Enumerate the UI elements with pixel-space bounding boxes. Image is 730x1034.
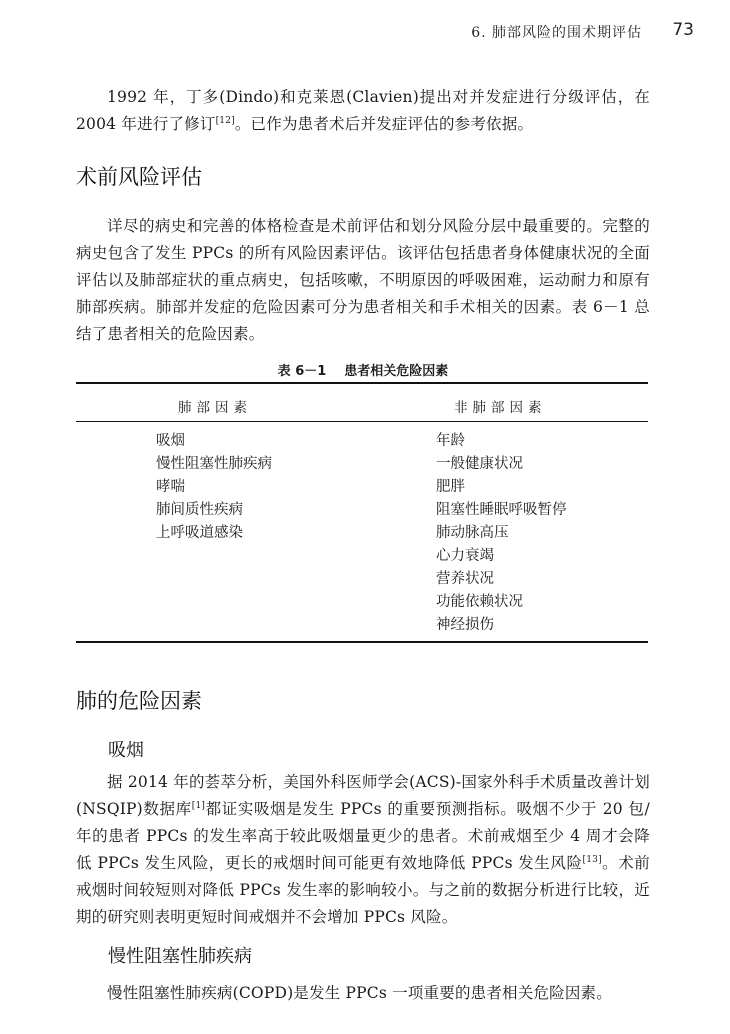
citation-ref[interactable]: [12]: [215, 115, 235, 126]
smoking-text-middle: 都证实吸烟是发生 PPCs 的重要预测指标。吸烟不少于 20 包/年的患者 PPCs 的发生率高于较此吸烟量更少的患者。术前戒烟至少 4 周才会降低 PPCs 发生风险，更长的戒烟时间可能更有效地降低 PPCs 发生风险: [76, 800, 650, 872]
pulmonary-factor-list: [156, 430, 272, 545]
list-item: 肺动脉高压: [436, 525, 509, 541]
list-item: 肥胖: [436, 479, 465, 495]
list-item: 年龄: [436, 433, 465, 449]
list-item: 心力衰竭: [436, 548, 494, 564]
list-item: 功能依赖状况: [436, 594, 523, 610]
smoking-paragraph: [76, 769, 650, 931]
list-item: 吸烟: [156, 433, 185, 449]
intro-text-end: 。已作为患者术后并发症评估的参考依据。: [234, 115, 534, 133]
copd-paragraph: 慢性阻塞性肺疾病(COPD)是发生 PPCs 一项重要的患者相关危险因素。: [107, 984, 612, 1002]
preop-paragraph: 详尽的病史和完善的体格检查是术前评估和划分风险分层中最重要的。完整的病史包含了发生 PPCs 的所有风险因素评估。该评估包括患者身体健康状况的全面评估以及肺部症状的重点病史，包括咳嗽，不明原因的呼吸困难，运动耐力和原有肺部疾病。肺部并发症的危险因素可分为患者相关和手术相关的因素。表 6－1 总结了患者相关的危险因素。: [76, 217, 650, 343]
list-item: 上呼吸道感染: [156, 525, 243, 541]
table-bottom-rule: [76, 641, 648, 643]
non-pulmonary-factor-list: [436, 430, 567, 637]
running-title: 6. 肺部风险的围术期评估: [471, 25, 642, 41]
list-item: 一般健康状况: [436, 456, 523, 472]
list-item: 哮喘: [156, 479, 185, 495]
table-top-rule: [76, 382, 648, 384]
table-caption: [76, 360, 650, 379]
table-title: 患者相关危险因素: [344, 364, 449, 379]
section-heading-lung-risk: 肺的危险因素: [76, 689, 202, 713]
list-item: 阻塞性睡眠呼吸暂停: [436, 502, 567, 518]
smoking-text-end: 。术前戒烟时间较短则对降低 PPCs 发生率的影响较小。与之前的数据分析进行比较，近期的研究则表明更短时间戒烟并不会增加 PPCs 风险。: [76, 854, 650, 926]
subsection-heading-smoking: 吸烟: [108, 740, 144, 761]
intro-paragraph: [76, 84, 650, 138]
column-header-pulmonary: 肺部因素: [178, 400, 252, 416]
section-heading-preop: 术前风险评估: [76, 165, 202, 189]
citation-ref[interactable]: [1]: [191, 800, 206, 811]
list-item: 肺间质性疾病: [156, 502, 243, 518]
table-number: 表 6－1: [277, 364, 327, 379]
list-item: 神经损伤: [436, 617, 494, 633]
running-header: [0, 22, 730, 46]
intro-text: 1992 年，丁多(Dindo)和克莱恩(Clavien)提出对并发症进行分级评估，在 2004 年进行了修订: [76, 88, 650, 133]
table-header-rule: [76, 421, 648, 422]
list-item: 慢性阻塞性肺疾病: [156, 456, 272, 472]
list-item: 营养状况: [436, 571, 494, 587]
page-number: 73: [672, 20, 694, 40]
citation-ref[interactable]: [13]: [582, 854, 602, 865]
subsection-heading-copd: 慢性阻塞性肺疾病: [108, 946, 252, 967]
column-header-non-pulmonary: 非肺部因素: [454, 400, 547, 416]
smoking-text: 据 2014 年的荟萃分析，美国外科医师学会(ACS)-国家外科手术质量改善计划(NSQIP)数据库: [76, 773, 650, 818]
